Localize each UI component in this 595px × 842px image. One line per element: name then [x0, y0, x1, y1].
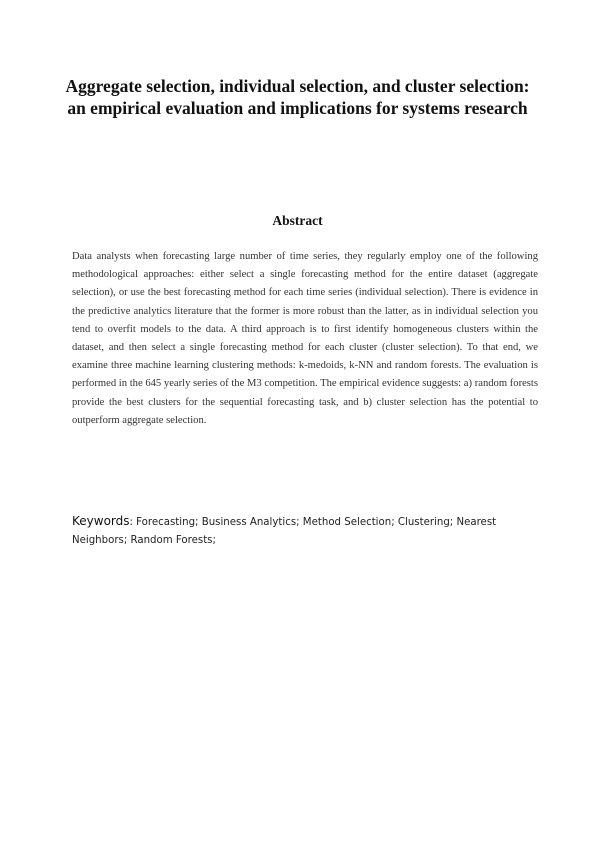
abstract-heading: Abstract — [272, 213, 323, 228]
abstract-body: Data analysts when forecasting large number of time series, they regularly employ one of the following methodological approaches: either select a single forecasting method for the entire dataset (aggregate selection), or use the best forecasting method for each time series (individual selection). There is evidence in the predictive analytics literature that the former is more robust than the latter, as in individual selection you tend to overfit models to the data. A third approach is to first identify homogeneous clusters within the dataset, and then select a single forecasting method for each cluster (cluster selection). To that end, we examine three machine learning clustering methods: k-medoids, k-NN and random forests. The evaluation is performed in the 645 yearly series of the M3 competition. The empirical evidence suggests: a) random forests provide the best clusters for the sequential forecasting task, and b) cluster selection has the potential to outperform aggregate selection. — [72, 251, 538, 426]
keywords-line — [72, 512, 538, 550]
keywords-list: : Forecasting; Business Analytics; Method Selection; Clustering; Nearest Neighbors; Random Forests; — [72, 517, 497, 546]
paper-title: Aggregate selection, individual selection, and cluster selection: an empirical evaluation and implications for systems research — [65, 76, 530, 118]
keywords-label: Keywords — [72, 514, 130, 528]
